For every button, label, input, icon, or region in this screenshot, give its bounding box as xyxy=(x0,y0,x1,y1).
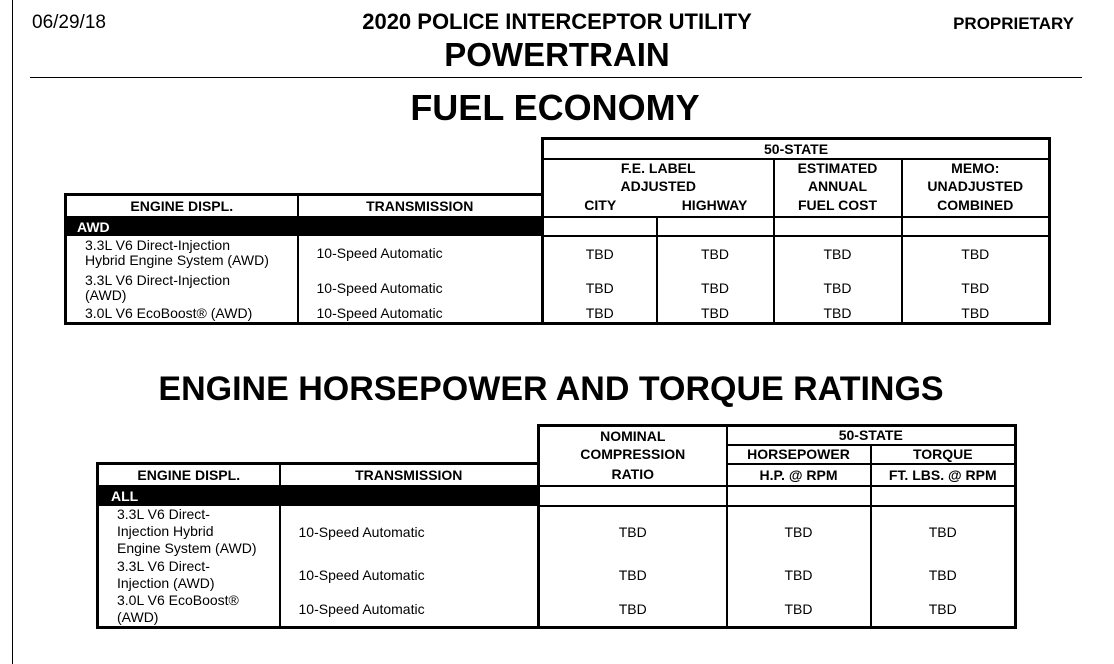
nominal-header: NOMINAL xyxy=(539,426,727,445)
engine-cell: 3.0L V6 EcoBoost® (AWD) xyxy=(98,592,280,628)
fe-empty-cell xyxy=(543,217,657,236)
horsepower-header: HORSEPOWER xyxy=(727,445,871,464)
highway-cell: TBD xyxy=(657,305,774,324)
fuel-economy-table xyxy=(64,137,1051,325)
fe-label-header: F.E. LABEL xyxy=(543,159,774,177)
ratio-cell: TBD xyxy=(539,506,727,558)
highway-cell: TBD xyxy=(657,271,774,305)
hp-empty-cell xyxy=(727,486,871,506)
city-cell: TBD xyxy=(543,236,657,271)
annual-header: ANNUAL xyxy=(774,177,902,195)
ratio-cell: TBD xyxy=(539,592,727,628)
ratio-header: RATIO xyxy=(539,464,727,486)
document-date: 06/29/18 xyxy=(32,12,106,33)
hp-empty-cell xyxy=(539,486,727,506)
unadjusted-header: UNADJUSTED xyxy=(902,177,1050,195)
compression-header: COMPRESSION xyxy=(539,445,727,464)
engine-cell: 3.3L V6 Direct- Injection (AWD) xyxy=(98,558,280,592)
highway-cell: TBD xyxy=(657,236,774,271)
col-city: CITY xyxy=(543,195,657,217)
transmission-cell: 10-Speed Automatic xyxy=(298,305,543,324)
document-subtitle: POWERTRAIN xyxy=(444,36,670,73)
proprietary-label: PROPRIETARY xyxy=(953,14,1074,33)
hp-empty-cell xyxy=(871,486,1016,506)
fe-empty-cell xyxy=(902,217,1050,236)
engine-cell: 3.3L V6 Direct- Injection Hybrid Engine System (AWD) xyxy=(98,506,280,558)
col-fuel-cost: FUEL COST xyxy=(774,195,902,217)
fuel-cost-cell: TBD xyxy=(774,271,902,305)
hp-cell: TBD xyxy=(727,592,871,628)
torque-cell: TBD xyxy=(871,558,1016,592)
col-engine-displ: ENGINE DISPL. xyxy=(98,464,280,486)
fuel-cost-cell: TBD xyxy=(774,305,902,324)
engine-cell: 3.3L V6 Direct-Injection (AWD) xyxy=(66,271,298,305)
table-row xyxy=(98,558,1016,592)
transmission-cell: 10-Speed Automatic xyxy=(298,236,543,271)
col-hp-rpm: H.P. @ RPM xyxy=(727,464,871,486)
table-row xyxy=(66,305,1050,324)
torque-header: TORQUE xyxy=(871,445,1016,464)
col-combined: COMBINED xyxy=(902,195,1050,217)
table-row xyxy=(98,506,1016,558)
document-title: 2020 POLICE INTERCEPTOR UTILITY xyxy=(362,9,752,34)
table-row xyxy=(66,271,1050,305)
transmission-cell: 10-Speed Automatic xyxy=(280,506,539,558)
transmission-cell: 10-Speed Automatic xyxy=(298,271,543,305)
transmission-cell: 10-Speed Automatic xyxy=(280,558,539,592)
hp-cell: TBD xyxy=(727,506,871,558)
hp-torque-table xyxy=(96,424,1017,629)
hp-cell: TBD xyxy=(727,558,871,592)
combined-cell: TBD xyxy=(902,236,1050,271)
city-cell: TBD xyxy=(543,305,657,324)
combined-cell: TBD xyxy=(902,305,1050,324)
col-transmission: TRANSMISSION xyxy=(298,195,543,217)
hp-section-all: ALL xyxy=(98,486,539,506)
estimated-header: ESTIMATED xyxy=(774,159,902,177)
hp-torque-title: ENGINE HORSEPOWER AND TORQUE RATINGS xyxy=(158,370,944,408)
transmission-cell: 10-Speed Automatic xyxy=(280,592,539,628)
city-cell: TBD xyxy=(543,271,657,305)
fe-empty-cell xyxy=(657,217,774,236)
engine-cell: 3.3L V6 Direct-Injection Hybrid Engine System (AWD) xyxy=(66,236,298,271)
memo-header: MEMO: xyxy=(902,159,1050,177)
header-divider xyxy=(30,77,1082,78)
col-highway: HIGHWAY xyxy=(657,195,774,217)
col-transmission: TRANSMISSION xyxy=(280,464,539,486)
torque-cell: TBD xyxy=(871,506,1016,558)
hp-group-header: 50-STATE xyxy=(727,426,1016,445)
fuel-economy-title: FUEL ECONOMY xyxy=(410,87,700,128)
ratio-cell: TBD xyxy=(539,558,727,592)
col-torque-rpm: FT. LBS. @ RPM xyxy=(871,464,1016,486)
table-row xyxy=(98,592,1016,628)
col-engine-displ: ENGINE DISPL. xyxy=(66,195,298,217)
fe-section-awd: AWD xyxy=(66,217,543,236)
fe-empty-cell xyxy=(774,217,902,236)
fe-group-header: 50-STATE xyxy=(543,139,1050,159)
adjusted-header: ADJUSTED xyxy=(543,177,774,195)
torque-cell: TBD xyxy=(871,592,1016,628)
combined-cell: TBD xyxy=(902,271,1050,305)
engine-cell: 3.0L V6 EcoBoost® (AWD) xyxy=(66,305,298,324)
table-row xyxy=(66,236,1050,271)
fuel-cost-cell: TBD xyxy=(774,236,902,271)
